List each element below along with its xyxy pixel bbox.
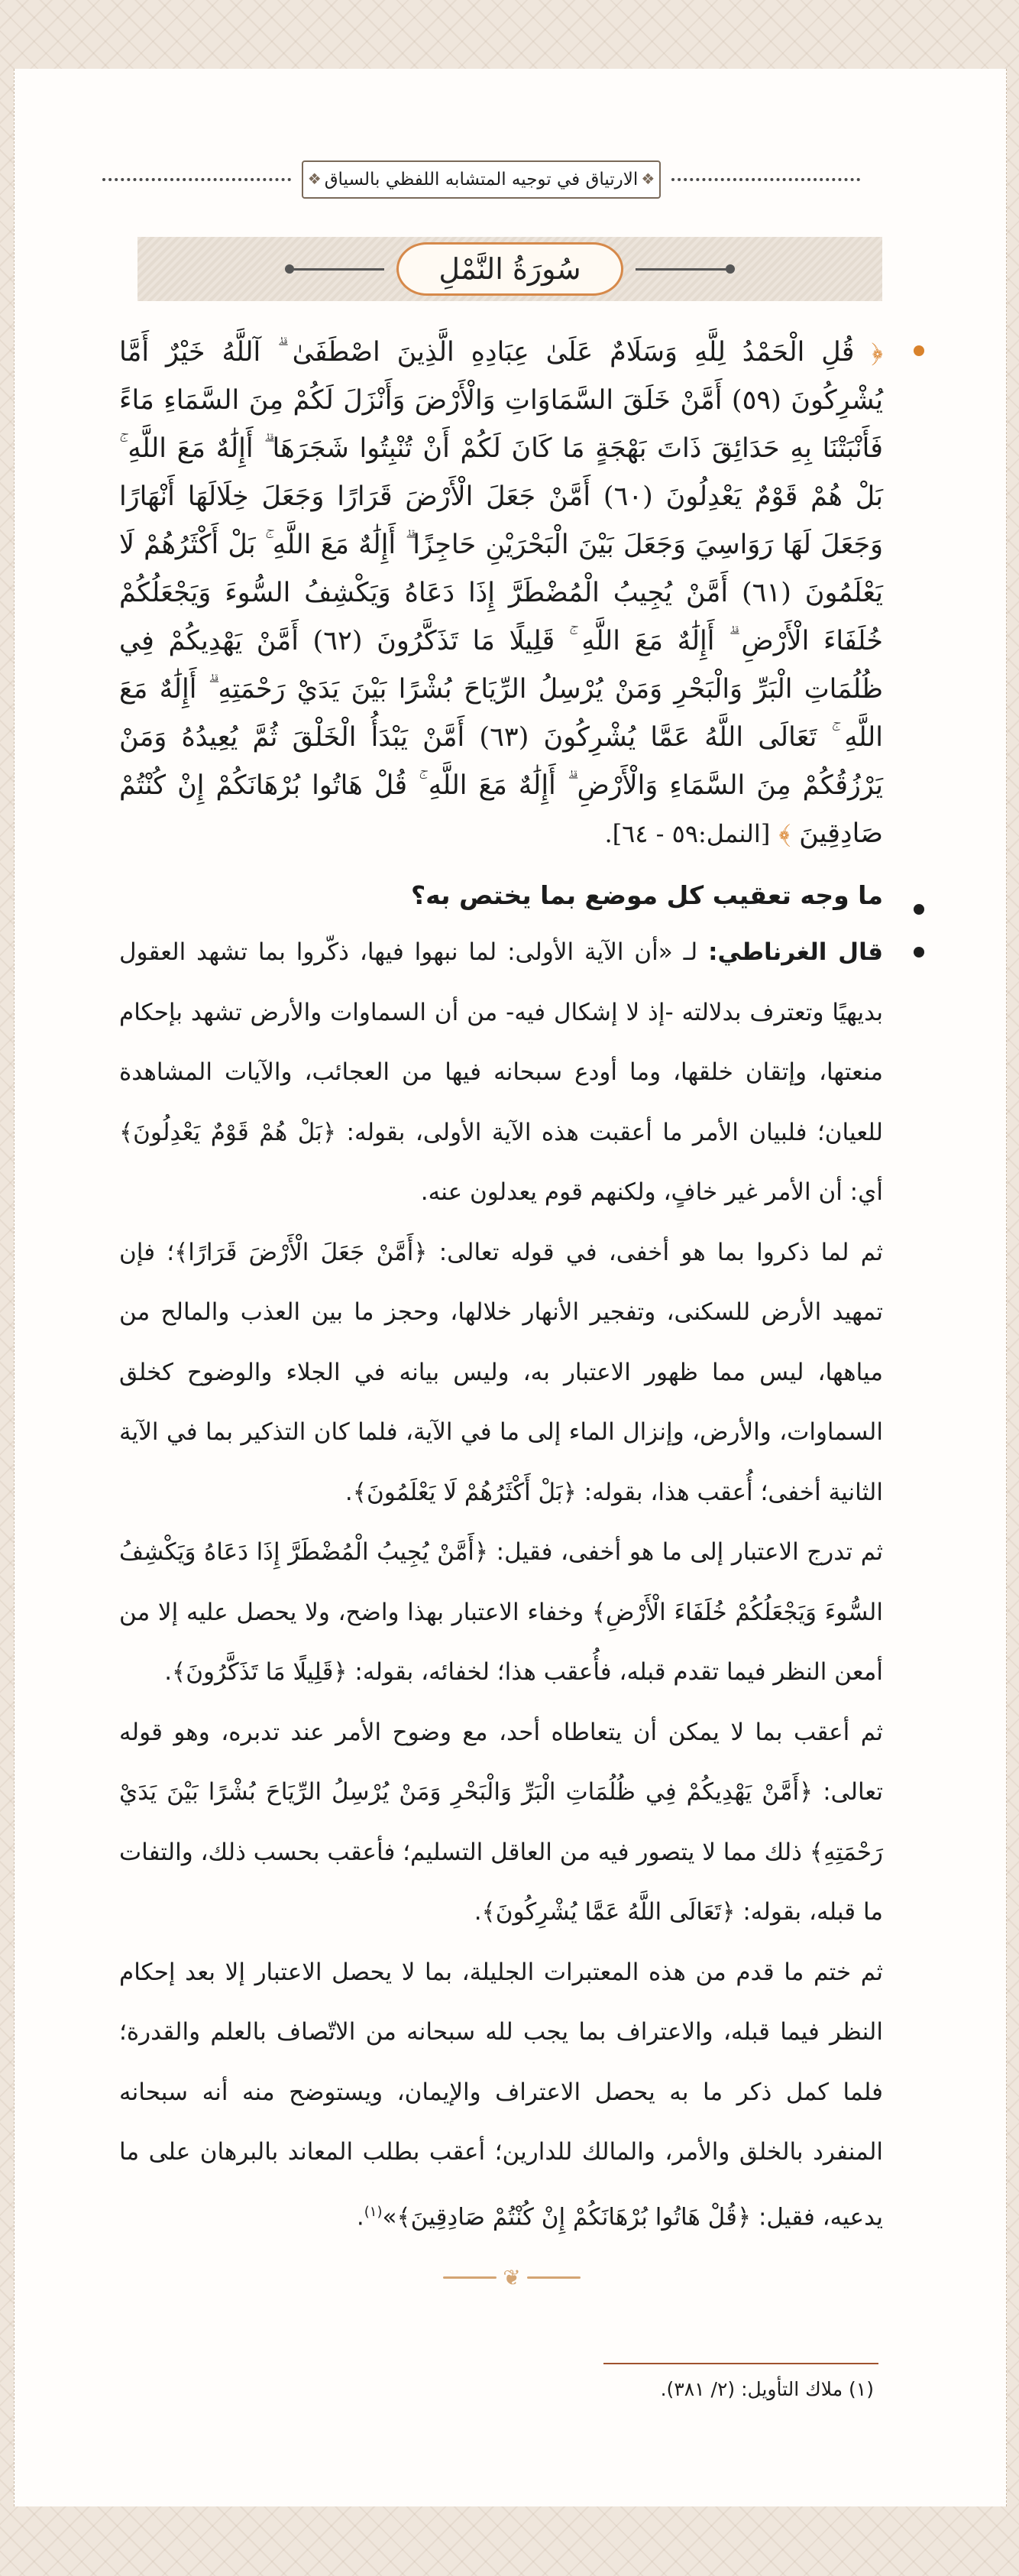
answer-text-5: ثم ختم ما قدم من هذه المعتبرات الجليلة، بما لا يحصل الاعتبار إلا بعد إحكام النظر فيما قبله، والاعتراف بما يجب لله سبحانه من الاتّصاف بالعلم والقدرة؛ فلما كمل ذكر ما به يحصل الاعتراف والإيمان، ويستوضح منه أنه سبحانه المنفرد بالخلق والأمر، والمالك للدارين؛ أعقب بطلب المعاند بالبرهان على ما يدعيه، فقيل: ﴿قُلْ هَاتُوا بُرْهَانَكُمْ إِنْ كُنْتُمْ صَادِقِينَ﴾» bbox=[119, 1958, 883, 2231]
footnote-separator bbox=[603, 2363, 878, 2364]
main-content bbox=[119, 329, 883, 2247]
running-title: ❖ الارتياق في توجيه المتشابه اللفظي بالسياق ❖ bbox=[302, 160, 662, 199]
black-bullet-icon bbox=[914, 947, 924, 957]
answer-paragraph-3: ثم تدرج الاعتبار إلى ما هو أخفى، فقيل: ﴿أَمَّنْ يُجِيبُ الْمُضْطَرَّ إِذَا دَعَاهُ وَيَكْشِفُ السُّوءَ وَيَجْعَلُكُمْ خُلَفَاءَ الْأَرْضِ﴾ وخفاء الاعتبار بهذا واضح، ولا يحصل عليه إلا من أمعن النظر فيما تقدم قبله، فأُعقب هذا؛ لخفائه، بقوله: ﴿قَلِيلًا مَا تَذَكَّرُونَ﴾. bbox=[119, 1538, 883, 1686]
banner-ornament-right bbox=[636, 268, 727, 271]
verses-text: قُلِ الْحَمْدُ لِلَّهِ وَسَلَامٌ عَلَىٰ عِبَادِهِ الَّذِينَ اصْطَفَىٰ ۗ آللَّهُ خَيْرٌ أَمَّا يُشْرِكُونَ (٥٩) أَمَّنْ خَلَقَ السَّمَاوَاتِ وَالْأَرْضَ وَأَنْزَلَ لَكُمْ مِنَ السَّمَاءِ مَاءً فَأَنْبَتْنَا بِهِ حَدَائِقَ ذَاتَ بَهْجَةٍ مَا كَانَ لَكُمْ أَنْ تُنْبِتُوا شَجَرَهَا ۗ أَإِلَٰهٌ مَعَ اللَّهِ ۚ بَلْ هُمْ قَوْمٌ يَعْدِلُونَ (٦٠) أَمَّنْ جَعَلَ الْأَرْضَ قَرَارًا وَجَعَلَ خِلَالَهَا أَنْهَارًا وَجَعَلَ لَهَا رَوَاسِيَ وَجَعَلَ بَيْنَ الْبَحْرَيْنِ حَاجِزًا ۗ أَإِلَٰهٌ مَعَ اللَّهِ ۚ بَلْ أَكْثَرُهُمْ لَا يَعْلَمُونَ (٦١) أَمَّنْ يُجِيبُ الْمُضْطَرَّ إِذَا دَعَاهُ وَيَكْشِفُ السُّوءَ وَيَجْعَلُكُمْ خُلَفَاءَ الْأَرْضِ ۗ أَإِلَٰهٌ مَعَ اللَّهِ ۚ قَلِيلًا مَا تَذَكَّرُونَ (٦٢) أَمَّنْ يَهْدِيكُمْ فِي ظُلُمَاتِ الْبَرِّ وَالْبَحْرِ وَمَنْ يُرْسِلُ الرِّيَاحَ بُشْرًا بَيْنَ يَدَيْ رَحْمَتِهِ ۗ أَإِلَٰهٌ مَعَ اللَّهِ ۚ تَعَالَى اللَّهُ عَمَّا يُشْرِكُونَ (٦٣) أَمَّنْ يَبْدَأُ الْخَلْقَ ثُمَّ يُعِيدُهُ وَمَنْ يَرْزُقُكُمْ مِنَ السَّمَاءِ وَالْأَرْضِ ۗ أَإِلَٰهٌ مَعَ اللَّهِ ۚ قُلْ هَاتُوا بُرْهَانَكُمْ إِنْ كُنْتُمْ صَادِقِينَ bbox=[119, 337, 883, 849]
verse-citation: [النمل:٥٩ - ٦٤]. bbox=[604, 819, 771, 848]
answer-block bbox=[119, 922, 883, 2247]
header-dotted-rule-right bbox=[671, 178, 860, 181]
black-bullet-icon bbox=[914, 904, 924, 915]
answer-paragraph-4: ثم أعقب بما لا يمكن أن يتعاطاه أحد، مع وضوح الأمر عند تدبره، وهو قوله تعالى: ﴿أَمَّنْ يَهْدِيكُمْ فِي ظُلُمَاتِ الْبَرِّ وَالْبَحْرِ وَمَنْ يُرْسِلُ الرِّيَاحَ بُشْرًا بَيْنَ يَدَيْ رَحْمَتِهِ﴾ ذلك مما لا يتصور فيه من العاقل التسليم؛ فأعقب بحسب ذلك، والتفات ما قبله، بقوله: ﴿تَعَالَى اللَّهُ عَمَّا يُشْرِكُونَ﴾. bbox=[119, 1718, 883, 1926]
section-end-ornament-icon bbox=[428, 2262, 596, 2292]
footnote-marker[interactable]: (١) bbox=[364, 2203, 383, 2220]
ornament-flourish-icon: ❦ bbox=[503, 2264, 521, 2290]
verses-block bbox=[119, 329, 883, 858]
orange-bullet-icon bbox=[914, 345, 924, 356]
answer-paragraph-5: ثم ختم ما قدم من هذه المعتبرات الجليلة، بما لا يحصل الاعتبار إلا بعد إحكام النظر فيما قبله، والاعتراف بما يجب لله سبحانه من الاتّصاف بالعلم والقدرة؛ فلما كمل ذكر ما به يحصل الاعتراف والإيمان، ويستوضح منه أنه سبحانه المنفرد بالخلق والأمر، والمالك للدارين؛ أعقب بطلب المعاند بالبرهان على ما يدعيه، فقيل: ﴿قُلْ هَاتُوا بُرْهَانَكُمْ إِنْ كُنْتُمْ صَادِقِينَ﴾»$^{(١)}$. bbox=[119, 1958, 883, 2231]
close-bracket-ornament-icon: ﴾ bbox=[778, 818, 791, 849]
answer-paragraph-1 bbox=[119, 922, 883, 1223]
footnote: (١) ملاك التأويل: (٢/ ٣٨١). bbox=[660, 2378, 874, 2400]
question-text: ما وجه تعقيب كل موضع بما يختص به؟ bbox=[410, 880, 883, 910]
quran-verses bbox=[119, 329, 883, 858]
ornament-bar-right bbox=[527, 2276, 581, 2279]
answer-text-1: لـ «أن الآية الأولى: لما نبهوا فيها، ذكّروا بما تشهد العقول بديهيًا وتعترف بدلالته -إذ لا إشكال فيه- من أن السماوات والأرض تشهد بإحكام منعتها، وإتقان خلقها، وما أودع سبحانه فيها من العجائب، والآيات المشاهدة للعيان؛ فلبيان الأمر ما أعقبت هذه الآية الأولى، بقوله: ﴿بَلْ هُمْ قَوْمٌ يَعْدِلُونَ﴾ أي: أن الأمر غير خافٍ، ولكنهم قوم يعدلون عنه. bbox=[119, 938, 883, 1206]
banner-ornament-left bbox=[293, 268, 384, 271]
speaker-label: قال الغرناطي: bbox=[708, 938, 884, 966]
running-header bbox=[92, 157, 871, 203]
surah-title: سُورَةُ النَّمْلِ bbox=[396, 242, 623, 296]
header-dotted-rule-left bbox=[102, 178, 291, 181]
answer-paragraph-2: ثم لما ذكروا بما هو أخفى، في قوله تعالى: ﴿أَمَّنْ جَعَلَ الْأَرْضَ قَرَارًا﴾؛ فإن تمهيد الأرض للسكنى، وتفجير الأنهار خلالها، وحجز ما بين العذب والمالح من مياهها، ليس مما ظهور الاعتبار به، وليس بيانه في الجلاء والوضوح كخلق السماوات، والأرض، وإنزال الماء إلى ما في الآية، فلما كان التذكير بما في الآية الثانية أخفى؛ أُعقب هذا، بقوله: ﴿بَلْ أَكْثَرُهُمْ لَا يَعْلَمُونَ﴾. bbox=[119, 1238, 883, 1506]
ornament-bar-left bbox=[443, 2276, 497, 2279]
question-block bbox=[119, 872, 883, 919]
surah-banner bbox=[137, 237, 882, 301]
open-bracket-ornament-icon: ﴿ bbox=[871, 337, 883, 368]
